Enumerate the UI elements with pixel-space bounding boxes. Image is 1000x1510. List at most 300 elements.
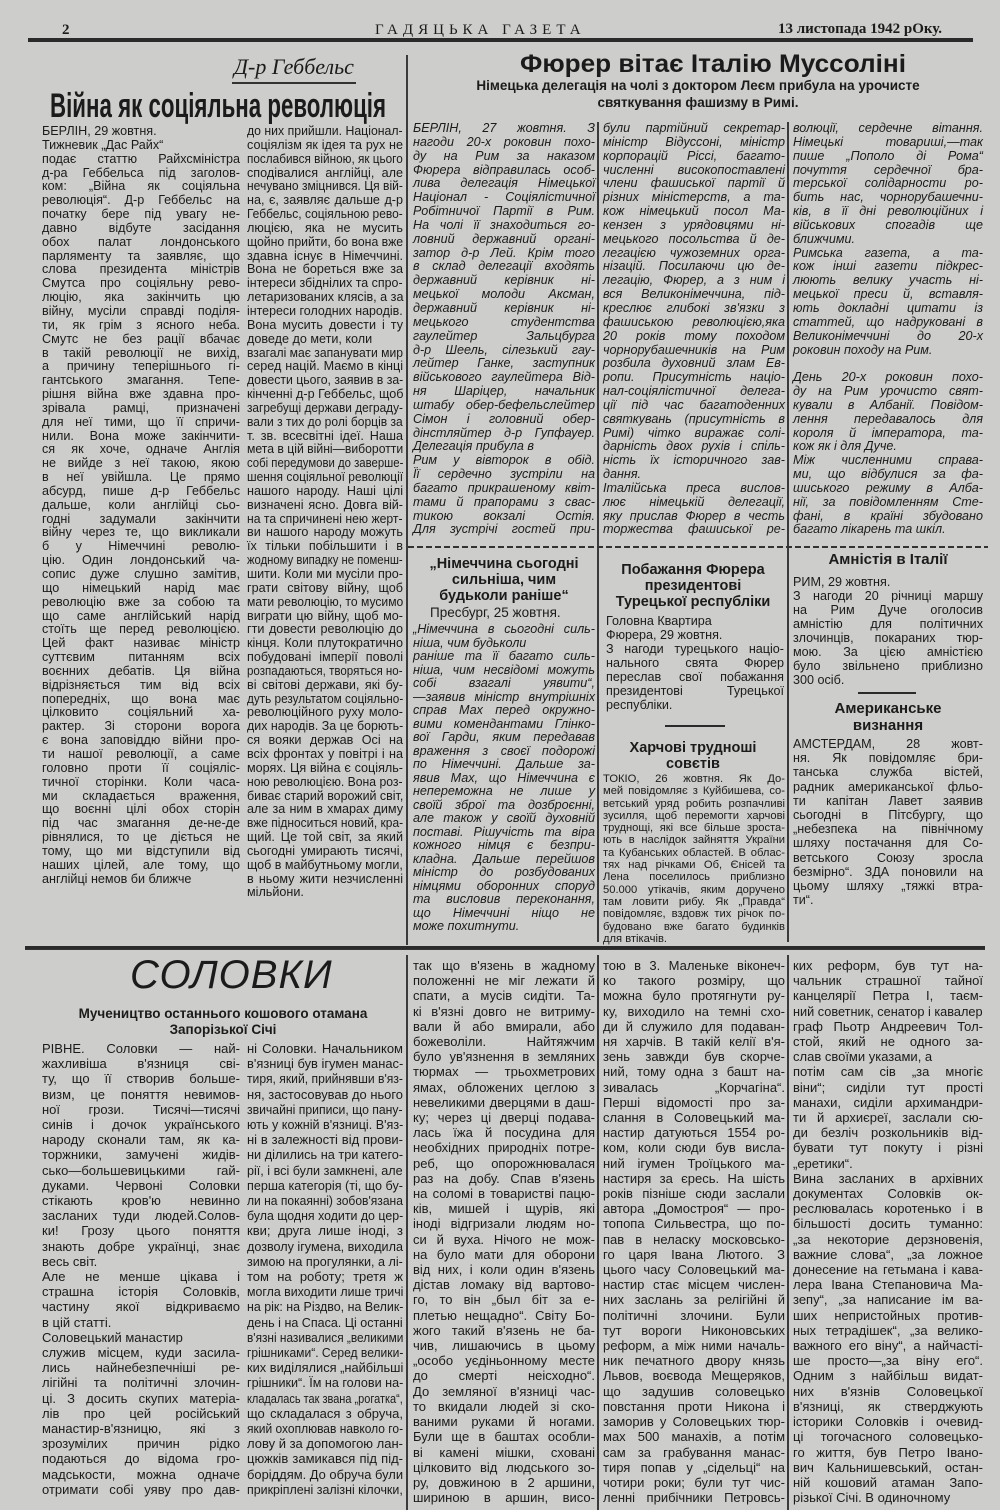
text-line: лігійні та політичні злочин- <box>42 1375 240 1391</box>
text-line: для неї тими, що її спричи- <box>42 414 240 429</box>
text-line: ду на Рим за наказом <box>413 148 595 163</box>
text-line: могла виходити лише тричі <box>247 1284 404 1300</box>
article-title <box>410 556 598 604</box>
article-column <box>413 958 595 1505</box>
text-line: ру, довжиною в 2 аршини, <box>413 1474 595 1490</box>
text-line: революцію вже за собою та <box>42 594 240 609</box>
text-line: віни“; сиділи тут прості <box>793 1079 983 1095</box>
text-line: танська служба вістей, <box>793 765 983 780</box>
article-column <box>42 125 240 886</box>
text-line: „за некоторие дерзновенія, <box>793 1231 983 1247</box>
text-line: загребущі держави деграду- <box>247 400 403 415</box>
text-line: ня харчів. В такій келії в'я- <box>603 1034 785 1050</box>
text-line: кінця. Коли плутократично <box>247 636 403 651</box>
text-line: ми складається враження, <box>42 788 240 803</box>
text-line: ві світові держави, які бу- <box>247 677 403 692</box>
text-line: божеволіли. Найтяжчим <box>413 1034 595 1050</box>
text-line: що задушив соловецько <box>603 1383 785 1399</box>
text-line: тиря, який, прийнявши в'яз- <box>247 1071 403 1087</box>
newspaper-title: ГАДЯЦЬКА ГАЗЕТА <box>375 22 586 38</box>
text-line: люють велику участь ні- <box>793 273 983 288</box>
text-line: ник печатного двору князь <box>603 1353 785 1369</box>
text-line: нал-соціялістичної делега- <box>603 384 785 399</box>
text-line: кладалась так звана „рогатка“, <box>247 1390 403 1406</box>
title-line: визнання <box>852 717 924 734</box>
text-line: Сімон і головний обер- <box>413 411 595 426</box>
text-line: тях над річками Об, Єнісей та <box>603 859 785 872</box>
text-line: фашиською революцією,яка <box>603 314 785 329</box>
text-line: враження з своєї подорожі <box>413 743 595 758</box>
text-line: що складалася з обруча, <box>247 1405 403 1421</box>
text-line: може похитнути. <box>413 919 520 933</box>
text-line: більшості досить туманно: <box>793 1216 983 1232</box>
text-line: зусилля, щоб перемогти харчові <box>603 809 785 822</box>
text-line: вич Кальнишевський, остан- <box>793 1459 983 1475</box>
text-line: мецького посольства й де- <box>603 231 785 246</box>
text-line: д-р Шеель, сілезький гау- <box>413 342 595 357</box>
text-line: заморив у Соловецьких тюр- <box>603 1414 785 1430</box>
text-line: раніше та її багато силь- <box>413 649 595 663</box>
text-line: лову й за допомогою лан- <box>247 1436 403 1452</box>
text-line: на рік: на Різдво, на Велик- <box>247 1299 404 1315</box>
text-line: спати, а мусів сидіти. Та- <box>413 988 595 1004</box>
article-subtitle: Запорізької Січі <box>169 1022 277 1037</box>
text-line: в ньому жити незчисленні <box>247 871 403 886</box>
text-line: абсурд, пише д-р Геббельс <box>42 483 240 498</box>
text-line: була щодня ходити до цер- <box>247 1208 404 1224</box>
text-line: ти“. <box>793 893 814 908</box>
text-line: настир датуються 1554 ро- <box>603 1125 785 1141</box>
text-line: на соломі в товаристві пацю- <box>413 1186 595 1202</box>
title-line: „Німеччина сьогодні <box>429 556 579 572</box>
text-line: т. зв. всесвітні ідеї. Наша <box>247 428 403 443</box>
text-line: роковин походу на Рим. <box>793 342 933 357</box>
text-line: Але не менше цікава і <box>42 1269 240 1285</box>
text-line: вали з тих до ролі борців за <box>247 414 403 429</box>
text-line: РИМ, 29 жовтня. <box>793 575 891 589</box>
text-line: чорнорубашечників на Рим <box>603 342 785 357</box>
text-line: Німецькі товариші,—так <box>793 134 983 149</box>
text-line: Смутса про соціяльну рево- <box>42 276 240 291</box>
title-line: сильніша, чим <box>451 572 557 588</box>
text-line: різької Січі. В одиночному <box>793 1490 951 1506</box>
text-line: Делегація прибула в <box>413 439 534 454</box>
text-line: боріддям. До обруча були <box>247 1466 404 1482</box>
text-line: автора „Домостроя“ — про- <box>603 1201 785 1217</box>
article-title <box>48 86 390 124</box>
text-line: подає статтю Райхсміністра <box>42 151 240 166</box>
text-line: кож інші газети підкрес- <box>793 259 983 274</box>
text-line: Геббельс, соціяльною рево- <box>247 207 403 222</box>
text-line: подаються до відома гро- <box>42 1451 240 1467</box>
text-line: в'язниці був ігумен манас- <box>247 1056 404 1072</box>
text-line: головно проти її соціяліс- <box>42 760 240 775</box>
text-line: повідомляє, вздовж тих річок по- <box>603 908 785 921</box>
text-line: шиського режиму в Алба- <box>793 480 983 495</box>
text-line: Великонімеччині до 20-х <box>793 328 983 343</box>
text-line: реб, що опорожнювалася <box>413 1155 595 1171</box>
text-line: ду на Рим урочисто свят- <box>793 384 983 399</box>
text-line: кладна. Дальше перейшов <box>413 851 595 866</box>
text-line: поставі. Рішучість та віра <box>413 824 595 839</box>
article-subtitle: Німецька делегація на чолі з доктором Леєм прибула на урочисте <box>476 78 920 93</box>
text-line: вже підноситься новий, кра- <box>247 816 404 831</box>
text-line: визм, це поняття невимов- <box>42 1086 240 1102</box>
text-line: положенні не міг лежати й <box>413 973 595 989</box>
text-line: Націонал - Соціялістичної <box>413 190 595 205</box>
text-line: англійці немов би ближче <box>42 871 192 886</box>
text-line: ших непристойных против- <box>793 1307 983 1323</box>
article-title-text: Фюрер вітає Італію Муссоліні <box>520 50 906 78</box>
text-line: Тижневик „Дас Райх“ <box>42 137 164 152</box>
text-line: д-ра Геббельса під заголов- <box>42 165 240 180</box>
column-rule <box>597 122 599 942</box>
text-line: лейтер Ганке, заступник <box>413 356 595 371</box>
text-line: чальник страшної тайної <box>793 973 983 989</box>
text-line: собі передумови до заверше- <box>247 456 404 471</box>
text-line: чотири роки; були тут чис- <box>603 1474 785 1490</box>
text-line: знають добре українці, знає <box>42 1238 240 1254</box>
text-line: справ Мах перед окружно- <box>413 703 595 717</box>
text-line: мецької преси й, вставля- <box>793 287 983 302</box>
text-line: частину якої відкриваємо <box>42 1299 240 1315</box>
text-line: сьогодні в Пітсбургу, що <box>793 808 983 823</box>
text-line: топопа Сильвестра, що по- <box>603 1216 785 1232</box>
text-line: то вкидали людей зі ско- <box>413 1398 595 1414</box>
text-line: БЕРЛІН, 27 жовтня. З <box>413 121 595 135</box>
text-line: дістав ломаку від вартово- <box>413 1277 595 1293</box>
text-line: сьогодні умирають тисячі, <box>247 843 403 858</box>
text-line: мадськости, можна одначе <box>42 1466 240 1482</box>
text-line: ня. Як повідомляє бри- <box>793 751 983 766</box>
article-column <box>793 958 983 1505</box>
text-line: настиря за єресь. На шість <box>603 1170 785 1186</box>
text-line: послабився війною, як цього <box>247 151 403 166</box>
text-line: ленні прибічники Петровсь- <box>603 1490 785 1506</box>
text-line: Вона не бореться вже за <box>247 262 403 277</box>
text-line: торжники, замучені жидів- <box>42 1147 240 1163</box>
text-line: в'язниці, як стверджують <box>793 1398 983 1414</box>
text-line: визначені ясно. Довга вій- <box>247 497 403 512</box>
masthead-rule <box>28 38 973 42</box>
text-line: ці тогочасного соловецько- <box>793 1429 983 1445</box>
text-line: гантського змагання. Тепе- <box>42 373 240 388</box>
text-line: інтереси збіднілих та спро- <box>247 276 403 291</box>
text-line: тиря попав у „сідельці“ на <box>603 1459 785 1475</box>
text-line: корпорацій Ріссі, багато- <box>603 148 785 163</box>
text-line: годні задумали закінчити <box>42 511 240 526</box>
text-line: німцями оборонних споруд <box>413 878 595 893</box>
text-line: люцією, яка не мусить <box>247 220 403 235</box>
article-subtitle: святкування фашизму в Римі. <box>597 95 799 110</box>
text-line: всіх фронтах у повітрі і на <box>247 746 403 761</box>
text-line: ми, що відбулися за фа- <box>793 467 983 482</box>
text-line: манахи, сиділи архимандри- <box>793 1094 983 1110</box>
text-line: Вона мусить довести і ту <box>247 317 403 332</box>
article-title: Амністія в Італії <box>828 551 948 568</box>
text-line: слання в Соловецький ма- <box>603 1110 785 1126</box>
text-line: —заявив міністр внутрішніх <box>413 689 595 704</box>
text-line: зепу“, „за написание ім ва- <box>793 1292 983 1308</box>
text-line: шляху постачання для Со- <box>793 836 983 851</box>
text-line: АМСТЕРДАМ, 28 жовт- <box>793 737 983 751</box>
text-line: були партійний секретар- <box>603 121 785 135</box>
text-line: політичні злочини. Були <box>603 1307 785 1323</box>
text-line: ти й архиєреї, заслали сю- <box>793 1110 983 1126</box>
article-column <box>413 623 595 934</box>
text-line: манастир-в'язницю, які з <box>42 1421 240 1437</box>
text-line: кензен з урядовцями ні- <box>603 217 785 232</box>
text-line: війну, мусіли справді поділя- <box>42 303 240 318</box>
text-line: „Німеччина в сьогодні силь- <box>413 622 595 636</box>
article-column <box>247 1041 403 1497</box>
text-line: БЕРЛІН, 29 жовтня. <box>42 124 157 138</box>
text-line: Цей факт називає міністр <box>42 636 240 651</box>
text-line: виграти цю війну, щоб мо- <box>247 608 403 623</box>
title-line: будьколи раніше“ <box>439 588 569 604</box>
article-column <box>793 737 983 907</box>
text-line: легацією чужоземних орга- <box>603 245 785 260</box>
text-line: до них прийшли. Націонал- <box>247 124 403 138</box>
text-line: лись найнебезпечніші ре- <box>42 1360 240 1376</box>
text-line: мати революцію, то мусимо <box>247 594 404 609</box>
text-line: рії, і всі були замкнені, але <box>247 1162 403 1178</box>
text-line: прикріплені залізні кілочки, <box>247 1481 403 1497</box>
text-line: святкувань (присутність в <box>603 411 785 426</box>
text-line: цію. Один лондонський ча- <box>42 553 240 568</box>
article-title: СОЛОВКИ <box>130 953 333 997</box>
text-line: том на роботу; третя ж <box>247 1269 403 1285</box>
text-line: розпадаються, творяться но- <box>247 663 403 678</box>
text-line: ній кошовий атаман Запо- <box>793 1474 983 1490</box>
text-line: ність їх історичного зав- <box>603 453 785 468</box>
text-line: ють докладні цитати із <box>793 300 983 315</box>
text-line: тою в 3. Маленьке віконеч- <box>603 958 785 973</box>
text-line: сам за грабування манас- <box>603 1444 785 1460</box>
text-line: Вина засланих в архівних <box>793 1170 983 1186</box>
text-line: статтей, що надруковані в <box>793 314 983 329</box>
text-line: лива делегація Німецької <box>413 176 595 191</box>
text-line: радник американської фльо- <box>793 779 983 794</box>
text-line: зрозумілих причин рідко <box>42 1436 240 1452</box>
text-line: ближчими. <box>793 231 855 246</box>
text-line: ких виділялися „найбільші <box>247 1360 404 1376</box>
text-line: ти капітан Лавет заявив <box>793 793 983 808</box>
text-line: ня, застосовував до нього <box>247 1086 403 1102</box>
article-author: Д-р Геббельс <box>232 54 356 84</box>
text-line: терської солідарности ро- <box>793 176 983 191</box>
text-line: мета в цій війні—виборотти <box>247 442 404 457</box>
text-line: Італійська преса вислов- <box>603 480 785 495</box>
title-line: совєтів <box>666 756 720 772</box>
text-line: там ловити рибу. Як „Правда“ <box>603 895 785 908</box>
text-line: тами й прапорами з свас- <box>413 494 595 509</box>
text-line: на та спричинені нею жерт- <box>247 511 403 526</box>
text-line: реформ, а між ними началь- <box>603 1338 785 1354</box>
text-line: ний, тому одна з башт на- <box>603 1064 785 1080</box>
text-line: ветського Союзу зросла <box>793 850 983 865</box>
text-line: ямах, обложених цеглою з <box>413 1079 595 1095</box>
text-line: День 20-х роковин похо- <box>793 370 983 385</box>
text-line: лера Івана Степановича Ма- <box>793 1277 983 1293</box>
text-line: раз на добу. Спав в'язень <box>413 1170 595 1186</box>
column-rule <box>406 955 408 1510</box>
text-line: ти нашої революції, а саме <box>42 746 240 761</box>
text-line: члени фашиської партії й <box>603 176 785 191</box>
title-line: Харчові трудноші <box>629 740 757 756</box>
text-line: ни ділились на три катего- <box>247 1147 404 1163</box>
text-line: дальше, коли англійці сьо- <box>42 497 240 512</box>
text-line: ваними руками й ногами. <box>413 1414 595 1430</box>
text-line: вся Великонімеччина, під- <box>603 287 785 302</box>
article-column <box>413 122 595 537</box>
text-line: ли на покаянні) зобов'язана <box>247 1193 403 1209</box>
text-line: люцію, яка закінчить цю <box>42 290 240 305</box>
text-line: нії, за повідомленням Сте- <box>793 494 983 509</box>
text-line: лась їжа й посудина для <box>413 1125 595 1141</box>
article-title <box>598 562 788 610</box>
issue-date: 13 листопада 1942 pОку. <box>778 21 943 37</box>
text-line: грати світову війну, щоб <box>247 580 403 595</box>
text-line: дуть результатом соціяльно- <box>247 691 404 706</box>
text-line: Соловецький манастир <box>42 1329 183 1345</box>
article-column <box>247 125 403 900</box>
text-line: що Німеччині ніщо не <box>413 905 595 920</box>
text-line: військового гаулейтера Від- <box>413 370 595 385</box>
text-line: воєнних дебатів. Ця війна <box>42 663 240 678</box>
text-line: соціялізм як ідея та рух не <box>247 137 403 152</box>
text-line: ві камені мішки, сховані <box>413 1444 595 1460</box>
text-line: го життя, був Петро Івано- <box>793 1444 983 1460</box>
text-line: Були ще в баштах особли- <box>413 1429 595 1445</box>
text-line: весь світ. <box>42 1253 98 1269</box>
text-line: під час змагання де-не-де <box>42 816 240 831</box>
text-line: повстання проти Никона і <box>603 1398 785 1414</box>
text-line: є вона заповіддю війни про- <box>42 733 240 748</box>
text-line: Між численними справа- <box>793 453 983 468</box>
text-line: торжества фашиської ре- <box>603 522 785 537</box>
article-title <box>518 48 910 78</box>
text-line: мою. За цією амністією <box>793 645 983 659</box>
text-line: Головна Квартира <box>606 614 712 628</box>
text-line: було звільнено приблизно <box>793 659 983 673</box>
text-line: Для зустрічі гостей при- <box>413 522 595 537</box>
section-rule <box>408 546 988 548</box>
text-line: стікають кров'ю невинно <box>42 1193 240 1209</box>
text-line: ТОКІО, 26 жовтня. Як До- <box>603 773 785 785</box>
text-line: ком, коли сюди був висла- <box>603 1140 785 1156</box>
text-line: бить нас, чорнорубашечни- <box>793 190 983 205</box>
text-line: мецького студентства <box>413 314 595 329</box>
text-line: легацію, Фюрер, а з ним і <box>603 273 785 288</box>
text-line: в неї увійшла. Це прямо <box>42 470 240 485</box>
text-line: по Німеччині. Дальше за- <box>413 757 595 771</box>
text-line: явив Мах, що Німеччина є <box>413 770 595 785</box>
text-line: в цій статті. <box>42 1314 112 1330</box>
text-line: ний советник, сенатор і кавалер <box>793 1003 983 1019</box>
text-line: б у Німеччині револю- <box>42 539 240 554</box>
text-line: важного его віну“, а найчасті- <box>793 1338 983 1354</box>
text-line: безмірно“. ЗДА поновили на <box>793 864 983 879</box>
article-title-text: Війна як соціяльна революція <box>50 87 386 125</box>
text-line: ють у кожній в'язниці. В'яз- <box>247 1117 404 1133</box>
text-line: щий. Це той світ, за який <box>247 830 403 845</box>
text-line: доведе до мети, коли <box>247 331 373 346</box>
text-line: Львов, воєвода Мещеряков, <box>603 1368 785 1384</box>
text-line: летаризованих клясів, а за <box>247 290 404 305</box>
text-line: затор д-р Лей. Крім того <box>413 245 595 260</box>
text-line: На чолі її знаходиться го- <box>413 217 595 232</box>
text-line: рівнялися, то це діється не <box>42 830 240 845</box>
text-line: труднощі, які все більше зроста- <box>603 822 785 835</box>
text-line: ловний державний органі- <box>413 231 595 246</box>
text-line: грішниками“. Серед велики- <box>247 1345 404 1361</box>
text-line: міністр Відуссоні, міністр <box>603 134 785 149</box>
text-line: парляменту та заявляє, що <box>42 248 240 263</box>
text-line: Римі) чітко виражає солі- <box>603 425 785 440</box>
text-line: дарність двох рухів і спіль- <box>603 439 785 454</box>
text-line: та висловив переконання, <box>413 892 595 906</box>
text-line: бувати тут покуту і різні <box>793 1140 983 1156</box>
text-line: креслює глибокі зв'язки з <box>603 300 785 315</box>
text-line: ветський уряд робить розпачливі <box>603 797 785 810</box>
text-line: слова президента міністрів <box>42 262 240 277</box>
text-line: волюції, сердечне вітання. <box>793 121 983 135</box>
text-line: обох палат лондонського <box>42 234 240 249</box>
article-title <box>788 700 988 734</box>
text-line: шириною в аршин, висо- <box>413 1490 595 1506</box>
text-line: шити. Коли ми мусіли про- <box>247 567 403 581</box>
text-line: го царя Івана Лютого. З <box>603 1246 785 1262</box>
text-line: щойно прийти, бо вона вже <box>247 234 404 249</box>
text-line: ніша, чим будьколи <box>413 635 527 650</box>
text-line: день і на Спаса. Ці останні <box>247 1314 403 1330</box>
text-line: „особо уєдіньонному месте <box>413 1353 595 1369</box>
text-line: переслав свої побажання <box>606 670 784 684</box>
text-line: документах Соловків ок- <box>793 1186 983 1202</box>
text-line: ди безліч розкольників від- <box>793 1125 983 1141</box>
text-line: мах 500 манахів, а потім <box>603 1429 785 1445</box>
text-line: важние слова“, „за ложное <box>793 1246 983 1262</box>
text-line: реслювалась коротенько і в <box>793 1201 983 1217</box>
text-line: слав своїми указами, а <box>793 1049 933 1065</box>
text-line: канцелярії Петра І, таєм- <box>793 988 983 1004</box>
text-line: страшна історія Соловків, <box>42 1284 240 1300</box>
text-line: тичної сторінки. Коли часа- <box>42 774 240 789</box>
text-line: амністію для політичних <box>793 617 983 631</box>
text-line: інтереси голодних народів. <box>247 303 403 318</box>
text-line: вали й або вмирали, або <box>413 1018 595 1034</box>
column-rule <box>406 55 408 945</box>
article-column <box>793 122 983 537</box>
text-line: революція“. Д-р Геббельс на <box>42 193 240 208</box>
text-line: жодному випадку не поменш- <box>247 553 403 568</box>
text-line: пише „Пополо ді Рома“ <box>793 148 983 163</box>
text-line: ки! Грозу цього поняття <box>42 1223 240 1239</box>
text-line: народу сконали там, як ка- <box>42 1132 240 1148</box>
short-rule <box>665 725 725 727</box>
text-line: багато прикрашеному квіт- <box>413 480 595 495</box>
text-line: сько—большевицькими гай- <box>42 1162 240 1178</box>
text-line: цьому шляху „тяжкі втра- <box>793 879 983 894</box>
text-line: мільйони. <box>247 885 304 900</box>
text-line: донесение на гетьмана і кава- <box>793 1262 983 1278</box>
article-title <box>598 740 788 772</box>
text-line: Фюрера, 29 жовтня. <box>606 628 723 642</box>
article-subtitle: Мучеництво останнього кошового отамана <box>78 1006 368 1021</box>
text-line: суттєвим питанням всіх <box>42 650 240 665</box>
text-line: років пізніше сюди заслали <box>603 1186 785 1202</box>
